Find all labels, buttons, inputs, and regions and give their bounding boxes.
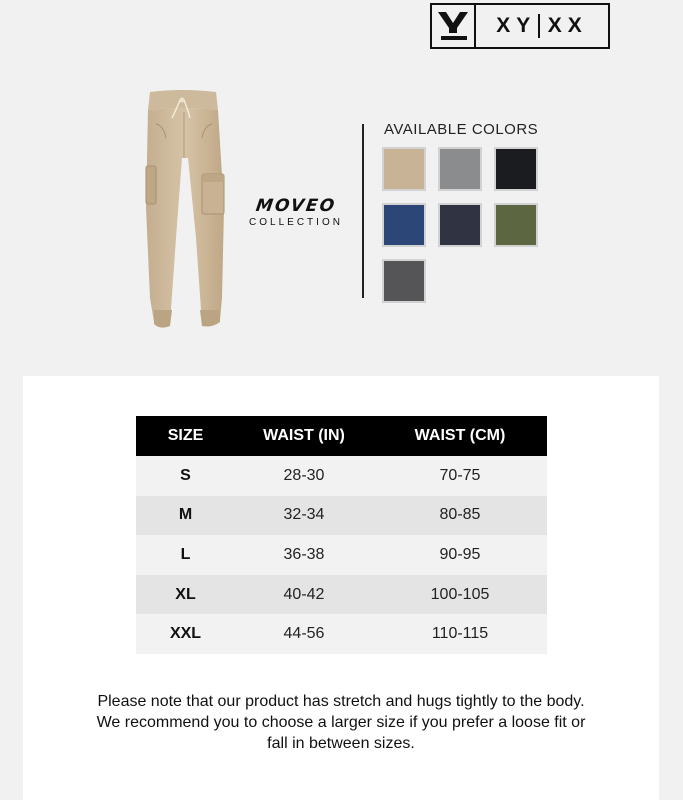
waist-cm-cell: 80-85 xyxy=(373,496,547,536)
size-chart-card xyxy=(23,376,659,800)
cargo-pants-icon xyxy=(136,88,232,338)
fit-note-line: We recommend you to choose a larger size if you prefer a loose fit or xyxy=(96,714,586,731)
brand-left-text: XY xyxy=(496,14,537,37)
color-swatch-dark-gray[interactable] xyxy=(382,259,426,303)
brand-logo xyxy=(430,3,610,49)
table-row xyxy=(136,614,547,654)
color-swatch-grid xyxy=(382,147,542,303)
product-image xyxy=(136,88,232,338)
size-chart-table xyxy=(136,416,547,654)
color-swatch-olive[interactable] xyxy=(494,203,538,247)
size-cell: M xyxy=(136,496,235,536)
fit-note-line: fall in between sizes. xyxy=(267,735,415,752)
table-row xyxy=(136,456,547,496)
brand-y-icon xyxy=(435,9,471,43)
size-cell: S xyxy=(136,456,235,496)
waist-cm-cell: 110-115 xyxy=(373,614,547,654)
header-size: SIZE xyxy=(136,416,235,456)
collection-label xyxy=(240,196,352,228)
collection-title: MOVEO xyxy=(254,196,338,216)
table-row xyxy=(136,575,547,615)
brand-divider xyxy=(538,14,540,38)
waist-in-cell: 28-30 xyxy=(235,456,373,496)
waist-cm-cell: 90-95 xyxy=(373,535,547,575)
table-row xyxy=(136,496,547,536)
waist-cm-cell: 70-75 xyxy=(373,456,547,496)
waist-cm-cell: 100-105 xyxy=(373,575,547,615)
brand-mark xyxy=(432,5,476,47)
table-header-row xyxy=(136,416,547,456)
table-row xyxy=(136,535,547,575)
brand-right-text: XX xyxy=(547,14,588,37)
waist-in-cell: 40-42 xyxy=(235,575,373,615)
waist-in-cell: 36-38 xyxy=(235,535,373,575)
color-swatch-navy[interactable] xyxy=(382,203,426,247)
size-cell: L xyxy=(136,535,235,575)
header-waist-cm: WAIST (CM) xyxy=(373,416,547,456)
size-cell: XL xyxy=(136,575,235,615)
color-swatch-charcoal-navy[interactable] xyxy=(438,203,482,247)
header-waist-in: WAIST (IN) xyxy=(235,416,373,456)
available-colors-title: AVAILABLE COLORS xyxy=(384,121,539,138)
fit-note xyxy=(23,691,659,754)
collection-subtitle: COLLECTION xyxy=(249,217,343,228)
vertical-divider xyxy=(362,124,364,298)
fit-note-line: Please note that our product has stretch and hugs tightly to the body. xyxy=(97,693,585,710)
waist-in-cell: 44-56 xyxy=(235,614,373,654)
brand-wordmark xyxy=(476,14,608,38)
size-cell: XXL xyxy=(136,614,235,654)
color-swatch-black[interactable] xyxy=(494,147,538,191)
color-swatch-gray[interactable] xyxy=(438,147,482,191)
waist-in-cell: 32-34 xyxy=(235,496,373,536)
color-swatch-khaki[interactable] xyxy=(382,147,426,191)
